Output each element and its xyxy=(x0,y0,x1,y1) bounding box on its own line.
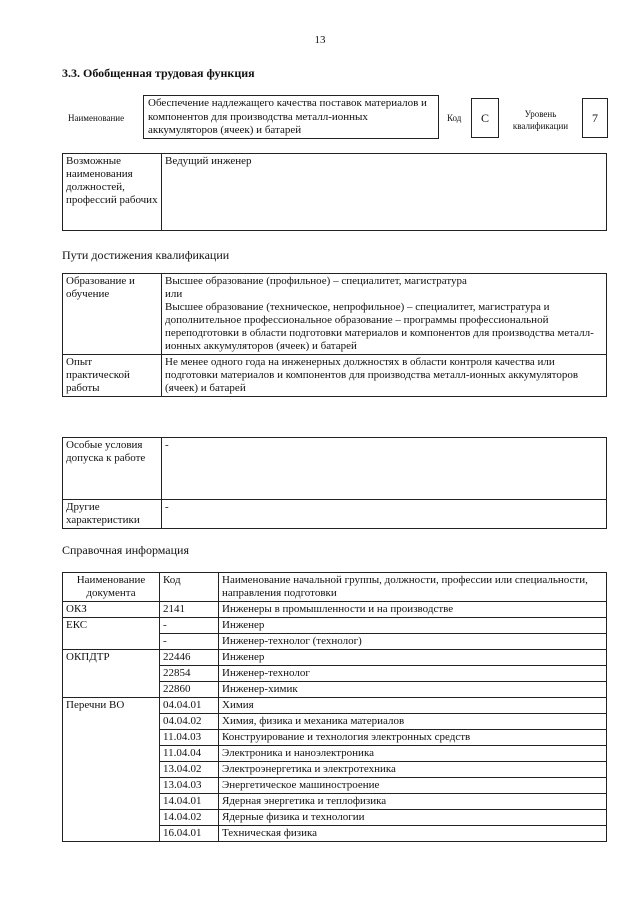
positions-label: Возможные наименования должностей, профессий рабочих xyxy=(63,154,162,231)
ref-doc: ЕКС xyxy=(63,618,160,650)
table-row xyxy=(63,618,607,634)
ref-name: Конструирование и технология электронных средств xyxy=(219,730,607,746)
section-title: 3.3. Обобщенная трудовая функция xyxy=(62,66,255,80)
ref-header-name: Наименование начальной группы, должности, профессии или специальности, направления подготовки xyxy=(219,573,607,602)
ref-code: 13.04.02 xyxy=(160,762,219,778)
table-row xyxy=(63,602,607,618)
code-label: Код xyxy=(447,113,462,123)
ref-name: Ядерные физика и технологии xyxy=(219,810,607,826)
ref-header-doc: Наименование документа xyxy=(63,573,160,602)
path-label: Опыт практической работы xyxy=(63,355,162,397)
paths-table xyxy=(62,273,607,397)
path-line: или xyxy=(165,288,183,300)
ref-name: Инженер-технолог xyxy=(219,666,607,682)
ref-name: Техническая физика xyxy=(219,826,607,842)
path-line: Не менее одного года на инженерных должностях в области контроля качества или подготовки материалов и компонентов для производства металл-ионных аккумуляторов (ячеек) и батарей xyxy=(165,356,579,394)
condition-label: Другие характеристики xyxy=(63,500,162,529)
ref-code: 16.04.01 xyxy=(160,826,219,842)
path-line: Высшее образование (профильное) – специалитет, магистратура xyxy=(165,275,467,287)
table-row xyxy=(63,698,607,714)
ref-name: Инженер-технолог (технолог) xyxy=(219,634,607,650)
ref-code: 22860 xyxy=(160,682,219,698)
ref-name: Инженер-химик xyxy=(219,682,607,698)
ref-code: 22854 xyxy=(160,666,219,682)
ref-name: Химия xyxy=(219,698,607,714)
name-label: Наименование xyxy=(68,113,125,123)
ref-code: - xyxy=(160,634,219,650)
function-name-value: Обеспечение надлежащего качества поставок материалов и компонентов для производства металл-ионных аккумуляторов (ячеек) и батарей xyxy=(143,95,439,139)
level-label: Уровень квалификации xyxy=(512,109,569,131)
ref-code: - xyxy=(160,618,219,634)
reference-title: Справочная информация xyxy=(62,543,189,557)
ref-name: Инженер xyxy=(219,618,607,634)
ref-name: Электроника и наноэлектроника xyxy=(219,746,607,762)
ref-name: Инженер xyxy=(219,650,607,666)
ref-name: Электроэнергетика и электротехника xyxy=(219,762,607,778)
ref-code: 14.04.01 xyxy=(160,794,219,810)
ref-code: 04.04.01 xyxy=(160,698,219,714)
positions-table xyxy=(62,153,607,231)
ref-code: 13.04.03 xyxy=(160,778,219,794)
ref-name: Энергетическое машиностроение xyxy=(219,778,607,794)
positions-value: Ведущий инженер xyxy=(162,154,607,231)
condition-value: - xyxy=(162,438,607,500)
ref-code: 04.04.02 xyxy=(160,714,219,730)
table-row xyxy=(63,650,607,666)
reference-header-row xyxy=(63,573,607,602)
paths-title: Пути достижения квалификации xyxy=(62,248,230,262)
path-line: Высшее образование (техническое, непрофильное) – специалитет, магистратура и дополнительное профессиональное образование – программы профессиональной переподготовки в области подготовки материалов и компонентов для производства металл-ионных аккумуляторов (ячеек) и батарей xyxy=(165,301,594,352)
ref-code: 11.04.03 xyxy=(160,730,219,746)
page-number: 13 xyxy=(314,34,326,46)
condition-value: - xyxy=(162,500,607,529)
ref-header-code: Код xyxy=(160,573,219,602)
ref-doc: ОКЗ xyxy=(63,602,160,618)
reference-table xyxy=(62,572,607,842)
ref-name: Химия, физика и механика материалов xyxy=(219,714,607,730)
ref-doc: Перечни ВО xyxy=(63,698,160,842)
ref-code: 11.04.04 xyxy=(160,746,219,762)
level-value: 7 xyxy=(582,98,608,138)
ref-code: 22446 xyxy=(160,650,219,666)
code-value: C xyxy=(471,98,499,138)
condition-label: Особые условия допуска к работе xyxy=(63,438,162,500)
path-row-experience xyxy=(63,355,607,397)
path-row-education xyxy=(63,274,607,355)
conditions-table xyxy=(62,437,607,529)
ref-code: 2141 xyxy=(160,602,219,618)
ref-name: Ядерная энергетика и теплофизика xyxy=(219,794,607,810)
path-label: Образование и обучение xyxy=(63,274,162,355)
ref-doc: ОКПДТР xyxy=(63,650,160,698)
ref-code: 14.04.02 xyxy=(160,810,219,826)
ref-name: Инженеры в промышленности и на производстве xyxy=(219,602,607,618)
